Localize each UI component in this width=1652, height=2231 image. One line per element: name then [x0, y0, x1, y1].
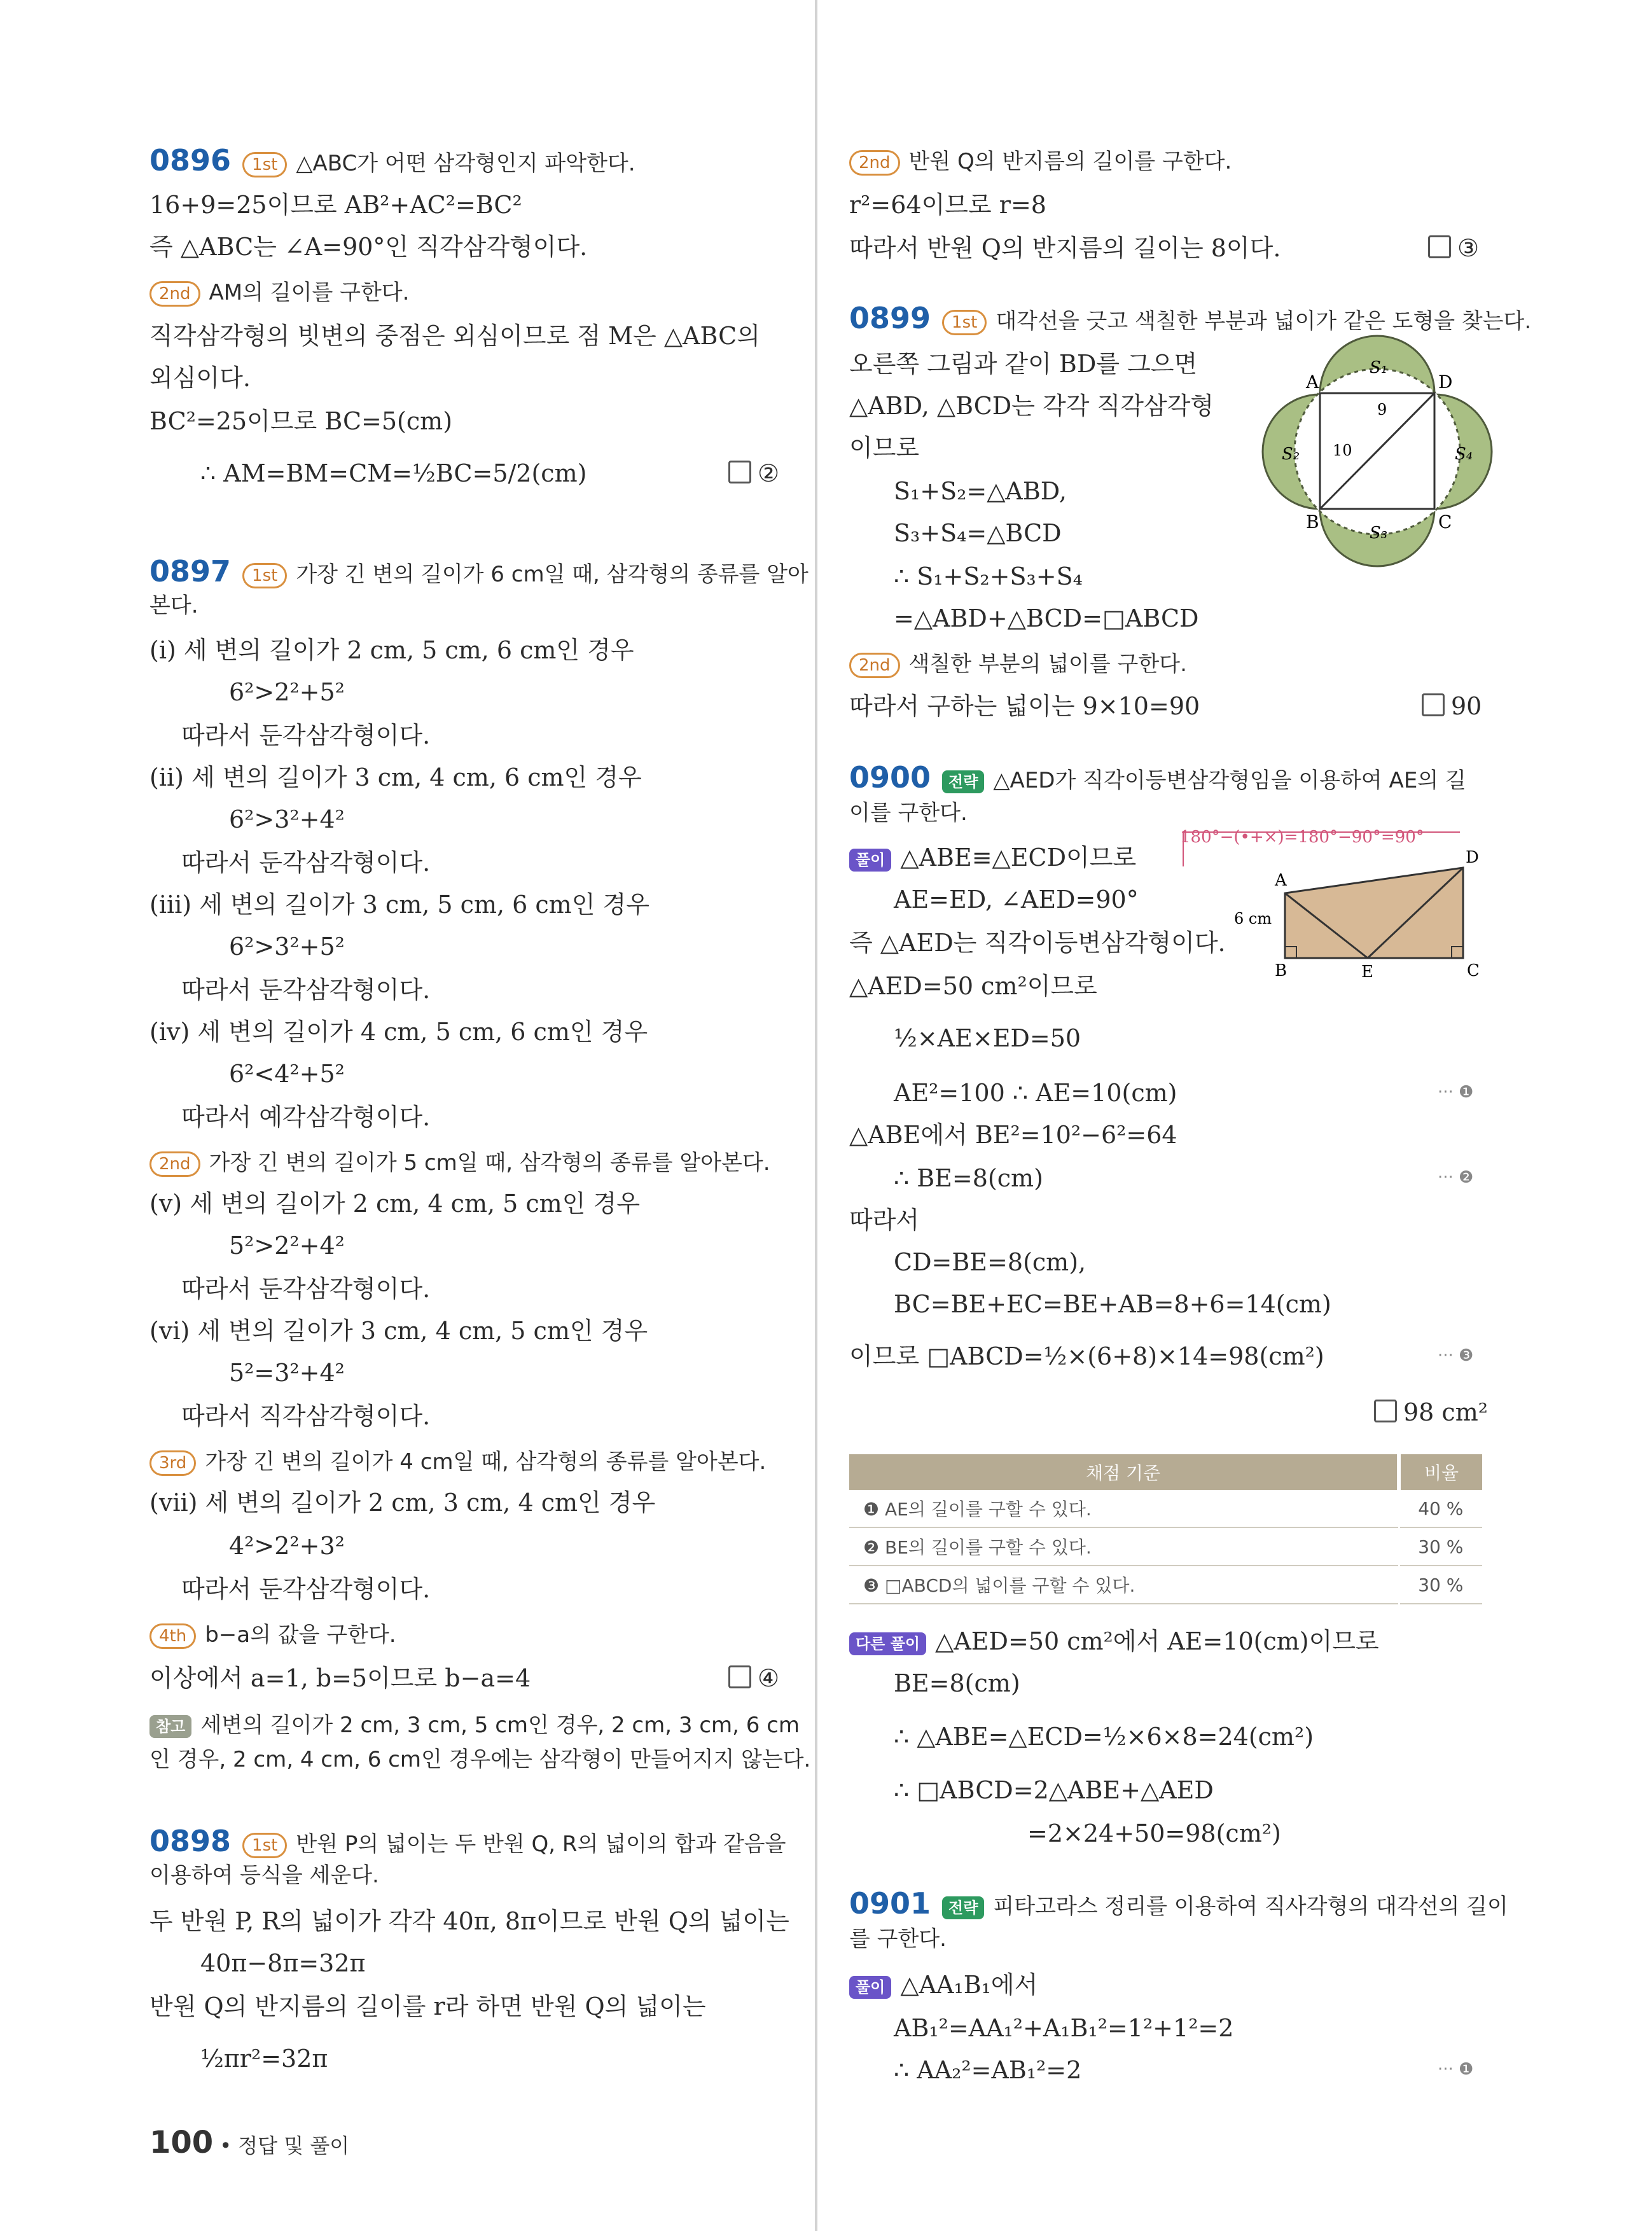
solution-line: 반원 Q의 반지름의 길이를 r라 하면 반원 Q의 넓이는: [149, 1992, 706, 2020]
solution-line: 이므로 □ABCD=½×(6+8)×14=98(cm²): [849, 1342, 1324, 1370]
label-side: 6 cm: [1234, 910, 1272, 928]
step-badge: 1st: [242, 152, 287, 177]
conclusion-line: 따라서 둔각삼각형이다.: [181, 721, 431, 749]
q0897-step2: [149, 1145, 770, 1179]
quadrilateral-circles-figure: [1275, 350, 1479, 553]
table-header: [849, 1454, 1482, 1490]
solution-line: 즉 △ABC는 ∠A=90°인 직각삼각형이다.: [149, 233, 588, 261]
conclusion-line: 따라서 둔각삼각형이다.: [181, 849, 431, 877]
q0897-step4: [149, 1617, 396, 1651]
solution-text: △AA₁B₁에서: [900, 1971, 1038, 1999]
answer-value: ②: [758, 459, 780, 487]
solution-line: [849, 841, 1136, 874]
inequality-line: 6²>3²+5²: [229, 933, 345, 961]
question-number: 0898: [149, 1824, 232, 1858]
step-text: 대각선을 긋고 색칠한 부분과 넓이가 같은 도형을 찾는다.: [996, 309, 1532, 334]
step-badge: 1st: [942, 310, 987, 335]
q0896-step2: [149, 275, 409, 309]
step-text: 가장 긴 변의 길이가 5 cm일 때, 삼각형의 종류를 알아본다.: [209, 1150, 770, 1176]
solution-tag: 풀이: [849, 1976, 891, 1999]
answer-value: ③: [1457, 234, 1480, 262]
solution-line: ½×AE×ED=50: [894, 1024, 1081, 1052]
solution-line: BC=BE+EC=BE+AB=8+6=14(cm): [894, 1290, 1331, 1318]
header-criteria: 채점 기준: [849, 1454, 1399, 1490]
step-badge: 2nd: [849, 150, 900, 176]
conclusion-line: 따라서 둔각삼각형이다.: [181, 1275, 431, 1303]
strategy-text-cont: 이를 구한다.: [849, 800, 968, 826]
case-line: (ⅲ) 세 변의 길이가 3 cm, 5 cm, 6 cm인 경우: [149, 891, 649, 919]
inequality-line: 6²<4²+5²: [229, 1060, 345, 1088]
step-text: △ABC가 어떤 삼각형인지 파악한다.: [296, 151, 635, 176]
label-b: B: [1306, 511, 1319, 532]
label-s2: S₂: [1282, 445, 1300, 464]
conclusion-line: 따라서 직각삼각형이다.: [181, 1402, 431, 1430]
solution-line: AE²=100 ∴ AE=10(cm): [894, 1079, 1177, 1107]
step-text: b−a의 값을 구한다.: [205, 1622, 396, 1648]
q0898-step2: [849, 144, 1232, 178]
page-footer: [149, 2125, 349, 2160]
alt-solution-line: ∴ □ABCD=2△ABE+△AED: [894, 1776, 1214, 1804]
answer-icon: [728, 461, 751, 483]
step-text: 색칠한 부분의 넓이를 구한다.: [908, 651, 1187, 677]
page-number: 100: [149, 2125, 214, 2160]
alt-text: △AED=50 cm²에서 AE=10(cm)이므로: [935, 1627, 1379, 1655]
ratio-cell: 30 %: [1399, 1527, 1482, 1566]
solution-line: =△ABD+△BCD=□ABCD: [894, 604, 1199, 632]
question-number: 0897: [149, 554, 232, 588]
case-line: (ⅶ) 세 변의 길이가 2 cm, 3 cm, 4 cm인 경우: [149, 1489, 656, 1517]
answer-mark: [1428, 232, 1479, 265]
label-height: 10: [1333, 441, 1352, 459]
solution-line: 오른쪽 그림과 같이 BD를 그으면: [849, 350, 1198, 378]
solution-line: ∴ AM=BM=CM=½BC=5/2(cm): [200, 459, 587, 487]
strategy-text: 피타고라스 정리를 이용하여 직사각형의 대각선의 길이: [993, 1894, 1508, 1919]
step-badge: 2nd: [149, 281, 200, 307]
note-text: 세변의 길이가 2 cm, 3 cm, 5 cm인 경우, 2 cm, 3 cm, 6 cm: [200, 1713, 800, 1738]
alt-solution-line: [849, 1625, 1379, 1658]
alt-solution-line: =2×24+50=98(cm²): [1027, 1819, 1281, 1847]
q0899-header: [849, 302, 1531, 338]
solution-line: 두 반원 P, R의 넓이가 각각 40π, 8π이므로 반원 Q의 넓이는: [149, 1907, 789, 1935]
criteria-cell: ❷ BE의 길이를 구할 수 있다.: [849, 1527, 1399, 1566]
ratio-cell: 40 %: [1399, 1490, 1482, 1527]
conclusion-line: 따라서 예각삼각형이다.: [181, 1103, 431, 1131]
label-d: D: [1466, 848, 1479, 867]
label-a: A: [1306, 372, 1319, 393]
criteria-cell: ❶ AE의 길이를 구할 수 있다.: [849, 1490, 1399, 1527]
solution-line: CD=BE=8(cm),: [894, 1248, 1086, 1276]
solution-line: 따라서: [849, 1206, 920, 1234]
case-line: (ⅰ) 세 변의 길이가 2 cm, 5 cm, 6 cm인 경우: [149, 636, 634, 664]
step-text: 가장 긴 변의 길이가 4 cm일 때, 삼각형의 종류를 알아본다.: [205, 1449, 767, 1475]
marker-1: ··· ❶: [1438, 2060, 1474, 2079]
solution-line: ∴ AA₂²=AB₁²=2: [894, 2056, 1082, 2084]
conclusion-line: 따라서 둔각삼각형이다.: [181, 1575, 431, 1603]
solution-line: S₃+S₄=△BCD: [894, 519, 1062, 547]
question-number: 0899: [849, 301, 931, 335]
marker-3: ··· ❸: [1438, 1346, 1474, 1365]
footer-title: • 정답 및 풀이: [219, 2134, 350, 2158]
answer-mark: [1374, 1396, 1488, 1429]
solution-line: ∴ BE=8(cm): [894, 1164, 1043, 1192]
q0899-step2: [849, 646, 1187, 681]
answer-value: ④: [758, 1664, 780, 1692]
inequality-line: 6²>3²+4²: [229, 805, 345, 833]
solution-line: ½πr²=32π: [200, 2045, 328, 2073]
solution-tag: 풀이: [849, 849, 891, 872]
answer-mark: [728, 457, 779, 490]
solution-line: 40π−8π=32π: [200, 1949, 366, 1977]
trapezoid-abcd: [1285, 868, 1463, 958]
solution-line: △ABE에서 BE²=10²−6²=64: [849, 1121, 1177, 1149]
step-badge: 3rd: [149, 1450, 196, 1476]
answer-mark: [1422, 690, 1482, 723]
strategy-tag: 전략: [942, 1896, 984, 1919]
note-line: [149, 1707, 800, 1742]
solution-line: 따라서 반원 Q의 반지름의 길이는 8이다.: [849, 234, 1281, 262]
marker-2: ··· ❷: [1438, 1168, 1474, 1187]
conclusion-line: 따라서 둔각삼각형이다.: [181, 976, 431, 1004]
step-badge: 1st: [242, 563, 287, 588]
solution-line: 즉 △AED는 직각이등변삼각형이다.: [849, 929, 1226, 957]
label-s4: S₄: [1455, 445, 1473, 464]
step-text: 가장 긴 변의 길이가 6 cm일 때, 삼각형의 종류를 알아: [296, 562, 809, 587]
ratio-cell: 30 %: [1399, 1566, 1482, 1604]
table-row: [849, 1527, 1482, 1566]
q0900-header: [849, 761, 1466, 797]
note-tag: 참고: [149, 1715, 191, 1738]
label-b: B: [1275, 961, 1288, 980]
label-c: C: [1438, 511, 1452, 532]
step-badge: 2nd: [849, 653, 900, 678]
question-number: 0896: [149, 143, 232, 177]
table-row: [849, 1490, 1482, 1527]
table-row: [849, 1566, 1482, 1604]
solution-line: 외심이다.: [149, 364, 251, 392]
step-text: 반원 Q의 반지름의 길이를 구한다.: [908, 149, 1232, 174]
label-s3: S₃: [1370, 524, 1388, 543]
header-ratio: 비율: [1399, 1454, 1482, 1490]
inequality-line: 5²>2²+4²: [229, 1232, 345, 1260]
solution-text: △ABE≡△ECD이므로: [900, 844, 1137, 872]
solution-line: BC²=25이므로 BC=5(cm): [149, 407, 453, 435]
label-a: A: [1275, 871, 1287, 890]
solution-line: ∴ S₁+S₂+S₃+S₄: [894, 562, 1083, 590]
scoring-table: [849, 1454, 1482, 1604]
inequality-line: 5²=3²+4²: [229, 1359, 345, 1387]
question-number: 0900: [849, 760, 931, 795]
label-s1: S₁: [1370, 358, 1388, 377]
label-width: 9: [1377, 401, 1387, 419]
q0897-header: [149, 555, 809, 591]
answer-value: 98 cm²: [1403, 1398, 1488, 1426]
strategy-text: △AED가 직각이등변삼각형임을 이용하여 AE의 길: [993, 768, 1466, 793]
note-text-cont: 인 경우, 2 cm, 4 cm, 6 cm인 경우에는 삼각형이 만들어지지 않는다.: [149, 1747, 811, 1772]
case-line: (ⅴ) 세 변의 길이가 2 cm, 4 cm, 5 cm인 경우: [149, 1190, 640, 1218]
solution-line: △AED=50 cm²이므로: [849, 972, 1097, 1000]
column-divider: [815, 0, 817, 2231]
solution-line: [849, 1968, 1038, 2001]
marker-1: ··· ❶: [1438, 1083, 1474, 1102]
answer-icon: [728, 1665, 751, 1688]
label-c: C: [1467, 961, 1480, 980]
solution-line: S₁+S₂=△ABD,: [894, 477, 1067, 505]
answer-icon: [1428, 235, 1451, 258]
step-badge: 2nd: [149, 1151, 200, 1177]
case-line: (ⅱ) 세 변의 길이가 3 cm, 4 cm, 6 cm인 경우: [149, 763, 642, 791]
solution-line: 이므로: [849, 434, 920, 462]
label-e: E: [1361, 963, 1373, 982]
answer-icon: [1374, 1400, 1397, 1422]
step-badge: 4th: [149, 1623, 196, 1649]
solution-line: 이상에서 a=1, b=5이므로 b−a=4: [149, 1664, 531, 1692]
label-d: D: [1438, 372, 1453, 393]
q0898-header: [149, 1824, 786, 1861]
step-text-cont: 이용하여 등식을 세운다.: [149, 1863, 379, 1888]
alt-solution-line: BE=8(cm): [894, 1669, 1020, 1697]
alt-solution-tag: 다른 풀이: [849, 1632, 926, 1655]
solution-line: AB₁²=AA₁²+A₁B₁²=1²+1²=2: [894, 2014, 1234, 2042]
case-line: (ⅵ) 세 변의 길이가 3 cm, 4 cm, 5 cm인 경우: [149, 1317, 648, 1345]
solution-line: AE=ED, ∠AED=90°: [894, 886, 1139, 914]
solution-line: △ABD, △BCD는 각각 직각삼각형: [849, 392, 1214, 420]
solution-line: 16+9=25이므로 AB²+AC²=BC²: [149, 191, 522, 219]
strategy-tag: 전략: [942, 770, 984, 793]
criteria-cell: ❸ □ABCD의 넓이를 구할 수 있다.: [849, 1566, 1399, 1604]
answer-icon: [1422, 693, 1445, 716]
angle-callout: 180°−(•+×)=180°−90°=90°: [1180, 828, 1424, 847]
inequality-line: 4²>2²+3²: [229, 1532, 345, 1560]
strategy-text-cont: 를 구한다.: [849, 1926, 947, 1952]
inequality-line: 6²>2²+5²: [229, 678, 345, 706]
step-text: 반원 P의 넓이는 두 반원 Q, R의 넓이의 합과 같음을: [296, 1831, 786, 1857]
answer-mark: [728, 1662, 779, 1695]
solution-line: r²=64이므로 r=8: [849, 191, 1046, 219]
answer-value: 90: [1451, 692, 1482, 720]
solution-line: 직각삼각형의 빗변의 중점은 외심이므로 점 M은 △ABC의: [149, 322, 760, 350]
q0901-header: [849, 1887, 1508, 1923]
alt-solution-line: ∴ △ABE=△ECD=½×6×8=24(cm²): [894, 1723, 1314, 1751]
q0897-step3: [149, 1444, 766, 1478]
question-number: 0901: [849, 1886, 931, 1921]
step-text: AM의 길이를 구한다.: [209, 280, 410, 305]
case-line: (ⅳ) 세 변의 길이가 4 cm, 5 cm, 6 cm인 경우: [149, 1018, 648, 1046]
step-text-cont: 본다.: [149, 593, 198, 618]
solution-line: 따라서 구하는 넓이는 9×10=90: [849, 692, 1200, 720]
trapezoid-figure: [1234, 845, 1482, 982]
q0896-header: [149, 144, 635, 180]
step-badge: 1st: [242, 1833, 287, 1858]
